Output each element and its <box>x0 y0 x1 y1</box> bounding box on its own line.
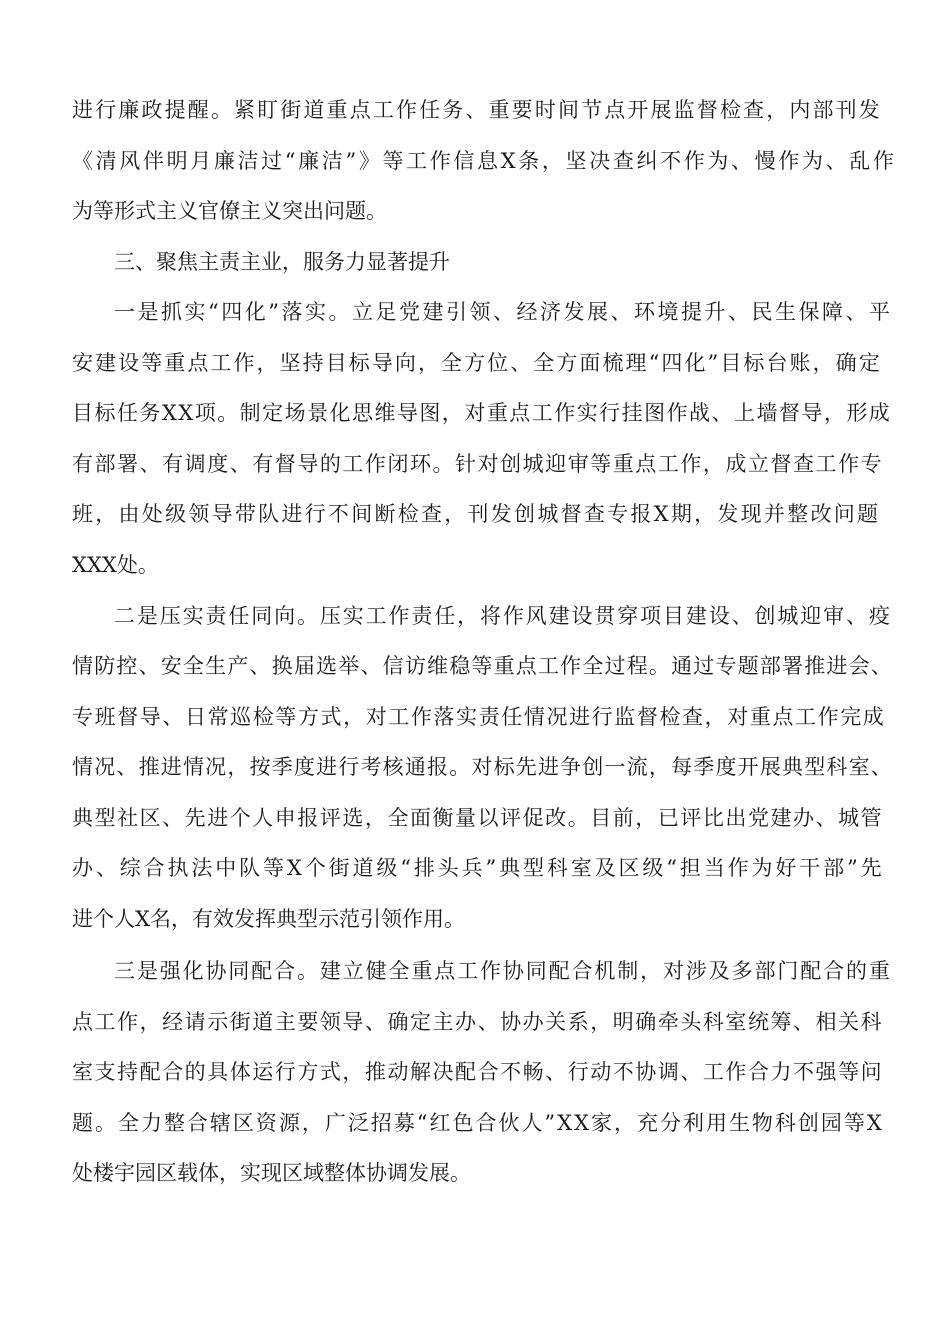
text-line-18: 三 是 强 化 协 同 配 合 。 建 立 健 全 重 点 工 作 协 同 配 合 机 制 ， 对 涉 及 多 部 门 配 合 的 重 <box>114 959 890 983</box>
text-line-16: 办 、 综 合 执 法 中 队 等 X 个 街 道 级 “ 排 头 兵 ” 典 型 科 室 及 区 级 “ 担 当 作 为 好 干 部 ” 先 <box>72 856 882 880</box>
text-line-5: 一 是 抓 实 “ 四 化 ” 落 实 。 立 足 党 建 引 领 、 经 济 发 展 、 环 境 提 升 、 民 生 保 障 、 平 <box>114 300 890 324</box>
text-line-12: 情 防 控 、 安 全 生 产 、 换 届 选 举 、 信 访 维 稳 等 重 点 工 作 全 过 程 。 通 过 专 题 部 署 推 进 会 、 <box>72 654 892 678</box>
text-line-9: 班 ， 由 处 级 领 导 带 队 进 行 不 间 断 检 查 ， 刊 发 创 城 督 查 专 报 X 期 ， 发 现 并 整 改 问 题 <box>72 502 878 526</box>
text-line-15: 典 型 社 区 、 先 进 个 人 申 报 评 选 ， 全 面 衡 量 以 评 促 改 。 目 前 ， 已 评 比 出 党 建 办 、 城 管 <box>72 806 882 830</box>
text-line-10: XXX处。 <box>72 553 159 577</box>
text-line-19: 点 工 作 ， 经 请 示 街 道 主 要 领 导 、 确 定 主 办 、 协 办 关 系 ， 明 确 牵 头 科 室 统 筹 、 相 关 科 <box>72 1010 882 1034</box>
text-line-11: 二 是 压 实 责 任 同 向 。 压 实 工 作 责 任 ， 将 作 风 建 设 贯 穿 项 目 建 设 、 创 城 迎 审 、 疫 <box>114 604 890 628</box>
text-line-20: 室 支 持 配 合 的 具 体 运 行 方 式 ， 推 动 解 决 配 合 不 畅 、 行 动 不 协 调 、 工 作 合 力 不 强 等 问 <box>72 1060 882 1084</box>
text-line-8: 有 部 署 、 有 调 度 、 有 督 导 的 工 作 闭 环 。 针 对 创 城 迎 审 等 重 点 工 作 ， 成 立 督 查 工 作 专 <box>72 452 882 476</box>
text-line-2: 《 清 风 伴 明 月 廉 洁 过 “ 廉 洁 ” 》 等 工 作 信 息 X 条 ， 坚 决 查 纠 不 作 为 、 慢 作 为 、 乱 作 <box>72 149 894 173</box>
text-line-13: 专 班 督 导 、 日 常 巡 检 等 方 式 ， 对 工 作 落 实 责 任 情 况 进 行 监 督 检 查 ， 对 重 点 工 作 完 成 <box>72 705 884 729</box>
text-line-17: 进个人X名，有效发挥典型示范引领作用。 <box>72 907 465 931</box>
text-line-6: 安 建 设 等 重 点 工 作 ， 坚 持 目 标 导 向 ， 全 方 位 、 全 方 面 梳 理 “ 四 化 ” 目 标 台 账 ， 确 定 <box>72 351 880 375</box>
text-line-7: 目 标 任 务 X X 项 。 制 定 场 景 化 思 维 导 图 ， 对 重 点 工 作 实 行 挂 图 作 战 、 上 墙 督 导 ， 形 成 <box>72 401 890 425</box>
text-line-21: 题 。 全 力 整 合 辖 区 资 源 ， 广 泛 招 募 “ 红 色 合 伙 人 ” X X 家 ， 充 分 利 用 生 物 科 创 园 等 X <box>72 1111 882 1135</box>
section-heading: 三、聚焦主责主业，服务力显著提升 <box>114 250 450 274</box>
text-line-22: 处楼宇园区载体，实现区域整体协调发展。 <box>72 1161 471 1185</box>
text-line-3: 为等形式主义官僚主义突出问题。 <box>72 199 387 223</box>
text-line-1: 进 行 廉 政 提 醒 。 紧 盯 街 道 重 点 工 作 任 务 、 重 要 时 间 节 点 开 展 监 督 检 查 ， 内 部 刊 发 <box>72 98 880 122</box>
text-line-14: 情 况 、 推 进 情 况 ， 按 季 度 进 行 考 核 通 报 。 对 标 先 进 争 创 一 流 ， 每 季 度 开 展 典 型 科 室 、 <box>72 755 892 779</box>
